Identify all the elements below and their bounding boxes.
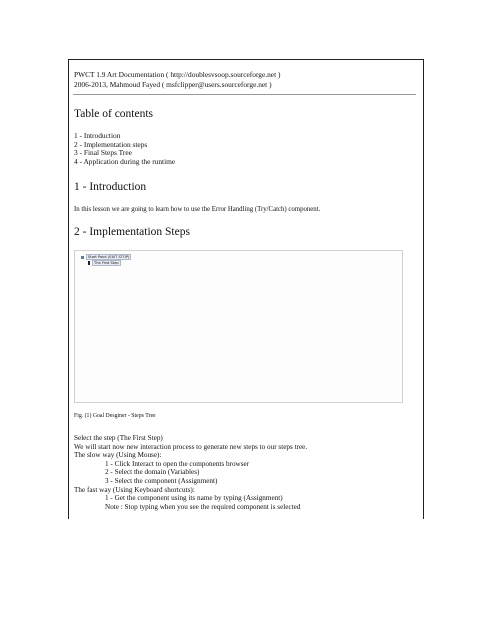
instruction-line: 2 - Select the domain (Variables): [105, 468, 200, 477]
header-author-line: 2006-2013, Mahmoud Fayed ( msfclipper@users.sourceforge.net ): [74, 79, 272, 89]
tree-root-label: Start Point (EXIT STOP): [88, 255, 130, 259]
tree-root-icon: [81, 256, 84, 259]
toc-item-runtime: 4 - Application during the runtime: [74, 157, 176, 167]
instruction-line: The slow way (Using Mouse):: [74, 451, 162, 460]
instruction-line: We will start now new interaction process to generate new steps to our steps tree.: [74, 442, 308, 451]
instruction-line: 3 - Select the component (Assignment): [105, 476, 218, 485]
toc-heading: Table of contents: [74, 108, 154, 120]
implementation-instructions: [74, 434, 307, 511]
steps-tree-screenshot: [74, 250, 403, 403]
tree-child-label: The First Step: [94, 261, 119, 265]
section-implementation-heading: 2 - Implementation Steps: [74, 226, 190, 238]
figure-caption: Fig. (1) Goal Desginer - Steps Tree: [74, 413, 156, 419]
document-page: [68, 59, 424, 519]
header-title-line: PWCT 1.9 Art Documentation ( http://doublesvsoop.sourceforge.net ): [74, 70, 281, 79]
toc-list: [74, 132, 175, 167]
instruction-line: Note : Stop typing when you see the required component is selected: [105, 502, 301, 511]
toc-item-implementation: 2 - Implementation steps: [74, 139, 148, 149]
instruction-line: The fast way (Using Keyboard shortcuts):: [74, 485, 195, 494]
header-divider: [73, 94, 416, 95]
page-header: [74, 70, 280, 89]
instruction-line: 1 - Get the component using its name by typing (Assignment): [105, 494, 283, 503]
instruction-line: Select the step (The First Step): [74, 434, 163, 442]
toc-item-introduction: 1 - Introduction: [74, 131, 121, 140]
tree-child-row: [88, 260, 121, 266]
introduction-text: In this lesson we are going to learn how to use the Error Handling (Try/Catch) component.: [74, 206, 321, 213]
toc-item-final-tree: 3 - Final Steps Tree: [74, 148, 132, 158]
tree-child-icon: [88, 261, 90, 265]
section-introduction-heading: 1 - Introduction: [74, 181, 147, 193]
instruction-line: 1 - Click Interact to open the components browser: [105, 459, 250, 468]
